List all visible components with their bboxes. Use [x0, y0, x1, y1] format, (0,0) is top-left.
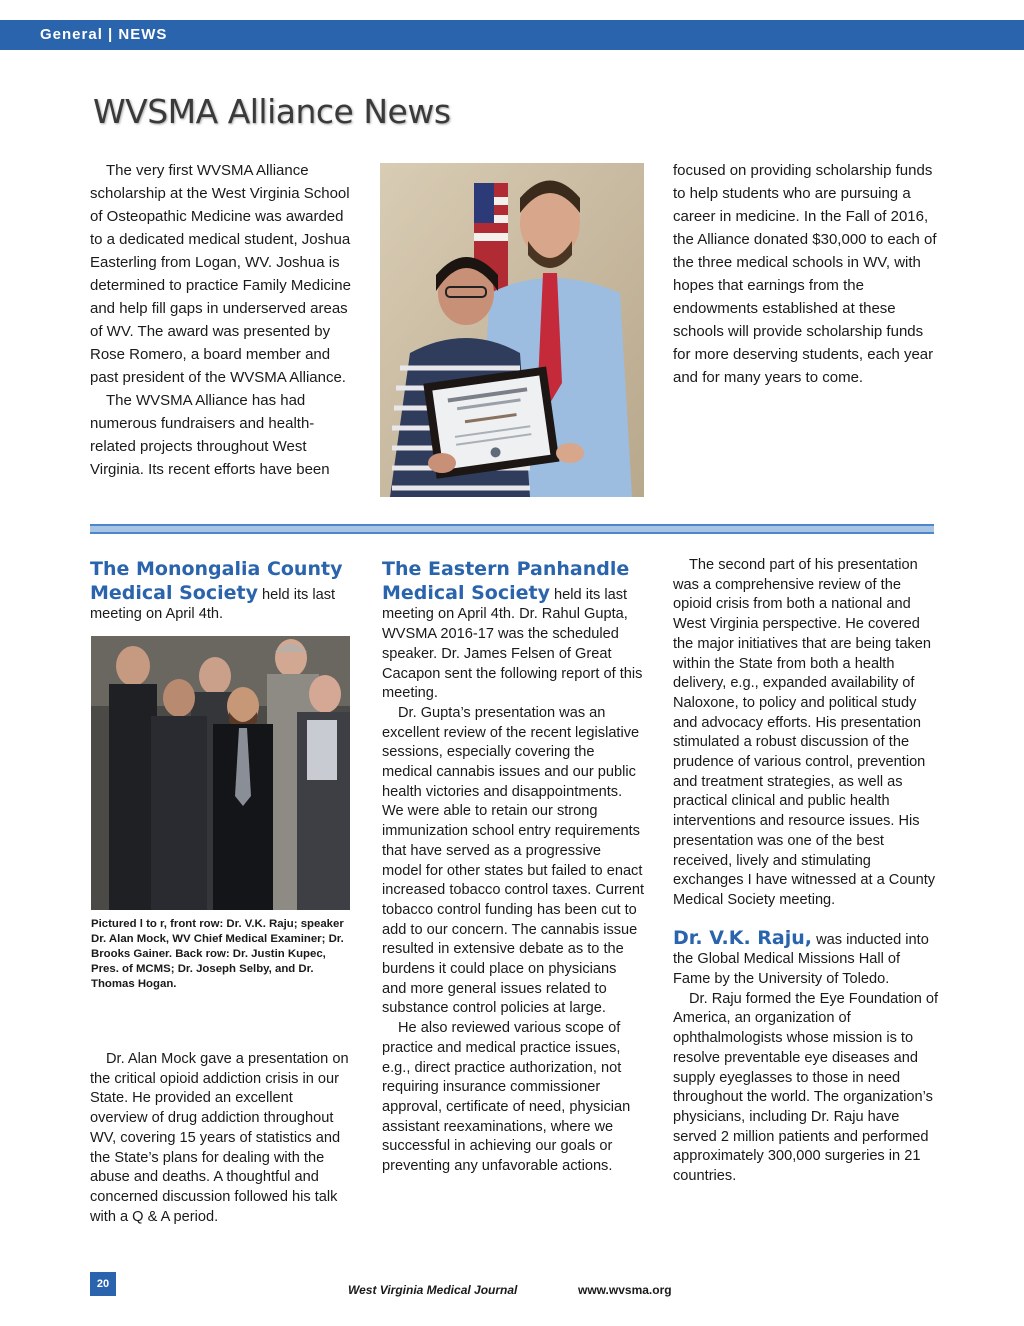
eastern-panhandle-paragraph-3: The second part of his presentation was a comprehensive review of the opioid crisis from both a national and West Virginia perspective. He covered the major initiatives that are being taken within the State from both a health delivery, e.g., expanded availability of Naloxone, to policy and political study and advocacy efforts. His presentation stimulated a robust discussion of the prudence of various control, prevention and treatment strategies, as well as practical clinical and public health interventions and resource issues. His presentation was one of the best received, lively and stimulating exchanges I have witnessed at a County Medical Society meeting. — [673, 557, 936, 908]
eastern-panhandle-lead: held its last meeting on April 4th. Dr. Rahul Gupta, WVSMA 2016-17 was the scheduled speaker. Dr. James Felsen of Great Cacapon sent the following report of this meeting. — [382, 586, 643, 702]
eastern-panhandle-paragraph-1: Dr. Gupta’s presentation was an excellent review of the recent legislative sessions, especially covering the medical cannabis issues and our public health victories and disappointments. We were able to retain our strong immunization school entry requirements that have served as a progressive model for other states but failed to enact increased tobacco control taxes. Current tobacco control funding has been cut to add to our concern. The cannabis issue resulted in extensive debate as to the burdens it could place on physicians and more general issues related to substance control policies at large. — [382, 704, 645, 1017]
monongalia-body — [90, 1050, 352, 1227]
alliance-award-photo — [380, 163, 644, 497]
eastern-panhandle-heading: The Eastern Panhandle Medical Society — [382, 558, 630, 604]
eastern-panhandle-paragraph-2: He also reviewed various scope of practice and medical practice issues, e.g., direct practice authorization, not requiring insurance commissioner approval, certificate of need, physician assistant reexaminations, where we successful in achieving our goals or preventing any unfavorable actions. — [382, 1020, 631, 1175]
monongalia-heading: The Monongalia County Medical Society — [90, 558, 343, 604]
monongalia-lead: held its last meeting on April 4th. — [90, 586, 336, 623]
page-title: WVSMA Alliance News — [93, 92, 451, 131]
raju-lead: was inducted into the Global Medical Missions Hall of Fame by the University of Toledo. — [673, 931, 929, 988]
group-photo-illustration — [91, 636, 350, 910]
section-label: General | NEWS — [40, 26, 168, 43]
alliance-paragraph-3: focused on providing scholarship funds to help students who are pursuing a career in medicine. In the Fall of 2016, the Alliance donated $30,000 to each of the three medical schools in WV, with hopes that earnings from the endowments established at these schools will provide scholarship funds for more deserving students, each year and for many years to come. — [673, 162, 937, 386]
raju-heading: Dr. V.K. Raju, — [673, 926, 813, 949]
award-photo-illustration — [380, 163, 644, 497]
monongalia-group-photo — [91, 636, 350, 910]
alliance-paragraph-2: The WVSMA Alliance has had numerous fundraisers and health-related projects throughout West Virginia. Its recent efforts have been — [90, 392, 330, 478]
footer-website: www.wvsma.org — [578, 1283, 672, 1297]
alliance-paragraph-1: The very first WVSMA Alliance scholarship at the West Virginia School of Osteopathic Medicine was awarded to a dedicated medical student, Joshua Easterling from Logan, WV. Joshua is determined to practice Family Medicine and help fill gaps in underserved areas of WV. The award was presented by Rose Romero, a board member and past president of the WVSMA Alliance. — [90, 162, 351, 386]
raju-paragraph-1: Dr. Raju formed the Eye Foundation of America, an organization of ophthalmologists whose mission is to resolve preventable eye diseases and supply eyeglasses to those in need throughout the world. The organization’s physicians, including Dr. Raju have served 2 million patients and performed approximately 300,000 surgeries in 21 countries. — [673, 990, 939, 1185]
alliance-column-1 — [90, 159, 358, 481]
monongalia-intro — [90, 558, 350, 625]
alliance-column-3 — [673, 159, 941, 389]
monongalia-photo-caption: Pictured l to r, front row: Dr. V.K. Raju; speaker Dr. Alan Mock, WV Chief Medical Examiner; Dr. Brooks Gainer. Back row: Dr. Justin Kupec, Pres. of MCMS; Dr. Joseph Selby, and Dr. Thomas Hogan. — [91, 918, 344, 990]
third-column — [673, 556, 939, 1187]
section-header-bar — [0, 20, 1024, 50]
section-divider — [90, 524, 934, 534]
eastern-panhandle-column — [382, 558, 644, 1177]
page-number: 20 — [90, 1272, 116, 1296]
monongalia-paragraph-1: Dr. Alan Mock gave a presentation on the critical opioid addiction crisis in our State. He provided an excellent overview of drug addiction throughout WV, covering 15 years of statistics and the State’s plans for dealing with the abuse and deaths. A thoughtful and concerned discussion followed his talk with a Q & A period. — [90, 1051, 349, 1225]
footer-journal-name: West Virginia Medical Journal — [348, 1283, 518, 1297]
